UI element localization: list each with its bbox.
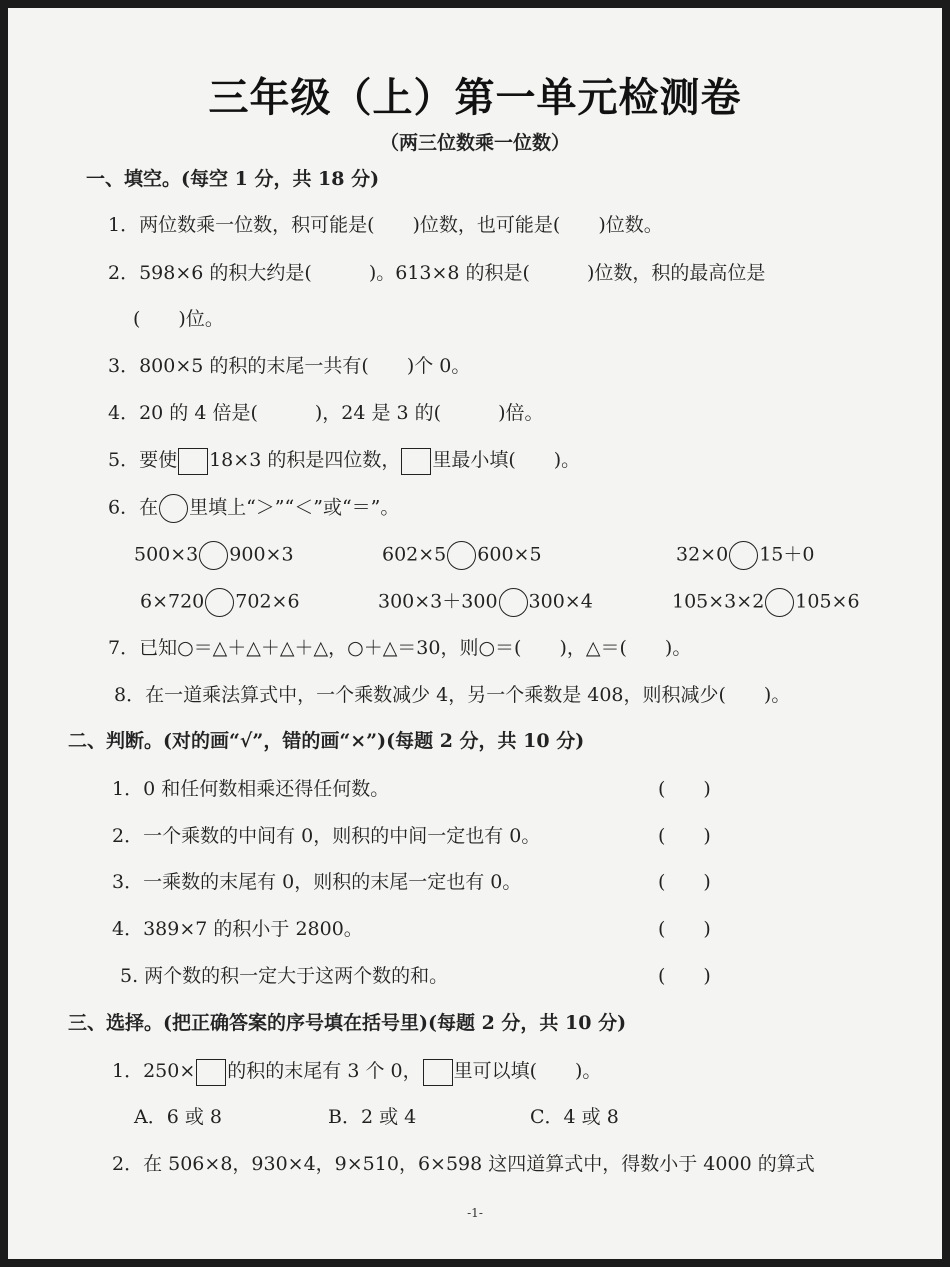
compare-left: 6×720 bbox=[140, 590, 205, 613]
judge-item: 5. 两个数的积一定大于这两个数的和。 bbox=[120, 965, 449, 987]
page-title: 三年级（上）第一单元检测卷 bbox=[208, 75, 742, 121]
question-3-2: 2．在 506×8，930×4，9×510，6×598 这四道算式中，得数小于 4000 的算式 bbox=[112, 1153, 815, 1175]
judge-item: 1．0 和任何数相乘还得任何数。 bbox=[112, 778, 390, 800]
q3-1-suffix: 里可以填( )。 bbox=[453, 1060, 602, 1082]
page-subtitle: （两三位数乘一位数） bbox=[379, 132, 570, 154]
compare-item bbox=[672, 588, 860, 617]
option-b: B．2 或 4 bbox=[328, 1106, 417, 1128]
compare-item bbox=[382, 541, 542, 570]
compare-item bbox=[140, 588, 300, 617]
page-number: -1- bbox=[467, 1206, 483, 1220]
exam-page bbox=[8, 8, 942, 1259]
answer-parentheses: ( ) bbox=[658, 871, 711, 893]
answer-box bbox=[178, 448, 208, 475]
compare-circle bbox=[765, 588, 794, 617]
question-1-2-continued: ( )位。 bbox=[133, 308, 224, 330]
q3-1-middle: 的积的末尾有 3 个 0， bbox=[227, 1060, 422, 1082]
question-1-5 bbox=[108, 447, 580, 475]
compare-left: 300×3＋300 bbox=[378, 590, 498, 613]
section-heading-fill-in: 一、填空。(每空 1 分，共 18 分) bbox=[86, 168, 380, 190]
compare-left: 602×5 bbox=[382, 543, 447, 566]
compare-right: 900×3 bbox=[229, 543, 294, 566]
answer-parentheses: ( ) bbox=[658, 825, 711, 847]
compare-right: 600×5 bbox=[477, 543, 542, 566]
judge-item: 2．一个乘数的中间有 0，则积的中间一定也有 0。 bbox=[112, 825, 541, 847]
question-1-2: 2．598×6 的积大约是( )。613×8 的积是( )位数，积的最高位是 bbox=[108, 262, 766, 284]
compare-item bbox=[134, 541, 294, 570]
judge-item: 3．一乘数的末尾有 0，则积的末尾一定也有 0。 bbox=[112, 871, 522, 893]
q6-suffix: 里填上“＞”“＜”或“＝”。 bbox=[189, 496, 400, 519]
compare-circle bbox=[159, 494, 188, 523]
answer-box bbox=[401, 448, 431, 475]
question-3-1 bbox=[112, 1058, 601, 1086]
q5-prefix: 5．要使 bbox=[108, 449, 178, 471]
compare-right: 15＋0 bbox=[759, 543, 815, 566]
question-1-1: 1．两位数乘一位数，积可能是( )位数，也可能是( )位数。 bbox=[108, 214, 663, 236]
answer-box bbox=[423, 1059, 453, 1086]
compare-circle bbox=[729, 541, 758, 570]
compare-left: 32×0 bbox=[676, 543, 729, 566]
question-1-6 bbox=[108, 494, 399, 523]
question-1-4: 4．20 的 4 倍是( )，24 是 3 的( )倍。 bbox=[108, 402, 544, 424]
compare-right: 300×4 bbox=[528, 590, 593, 613]
option-a: A．6 或 8 bbox=[134, 1106, 222, 1128]
compare-circle bbox=[447, 541, 476, 570]
answer-parentheses: ( ) bbox=[658, 918, 711, 940]
q5-suffix: 里最小填( )。 bbox=[432, 449, 581, 471]
q5-middle: 18×3 的积是四位数， bbox=[209, 449, 401, 471]
compare-item bbox=[378, 588, 593, 617]
answer-parentheses: ( ) bbox=[658, 778, 711, 800]
compare-circle bbox=[199, 541, 228, 570]
q6-prefix: 6．在 bbox=[108, 496, 159, 519]
q3-1-prefix: 1．250× bbox=[112, 1060, 196, 1082]
compare-item bbox=[676, 541, 814, 570]
option-c: C．4 或 8 bbox=[530, 1106, 619, 1128]
question-1-8: 8．在一道乘法算式中，一个乘数减少 4，另一个乘数是 408，则积减少( )。 bbox=[114, 684, 791, 706]
answer-box bbox=[196, 1059, 226, 1086]
compare-circle bbox=[499, 588, 528, 617]
judge-item: 4．389×7 的积小于 2800。 bbox=[112, 918, 363, 940]
section-heading-true-false: 二、判断。(对的画“√”，错的画“×”)(每题 2 分，共 10 分) bbox=[68, 730, 585, 752]
compare-right: 105×6 bbox=[795, 590, 860, 613]
compare-right: 702×6 bbox=[235, 590, 300, 613]
section-heading-multiple-choice: 三、选择。(把正确答案的序号填在括号里)(每题 2 分，共 10 分) bbox=[68, 1012, 627, 1034]
question-1-3: 3．800×5 的积的末尾一共有( )个 0。 bbox=[108, 355, 471, 377]
compare-circle bbox=[205, 588, 234, 617]
answer-parentheses: ( ) bbox=[658, 965, 711, 987]
compare-left: 105×3×2 bbox=[672, 590, 765, 613]
question-1-7: 7．已知○＝△＋△＋△＋△，○＋△＝30，则○＝( )，△＝( )。 bbox=[108, 637, 692, 659]
compare-left: 500×3 bbox=[134, 543, 199, 566]
